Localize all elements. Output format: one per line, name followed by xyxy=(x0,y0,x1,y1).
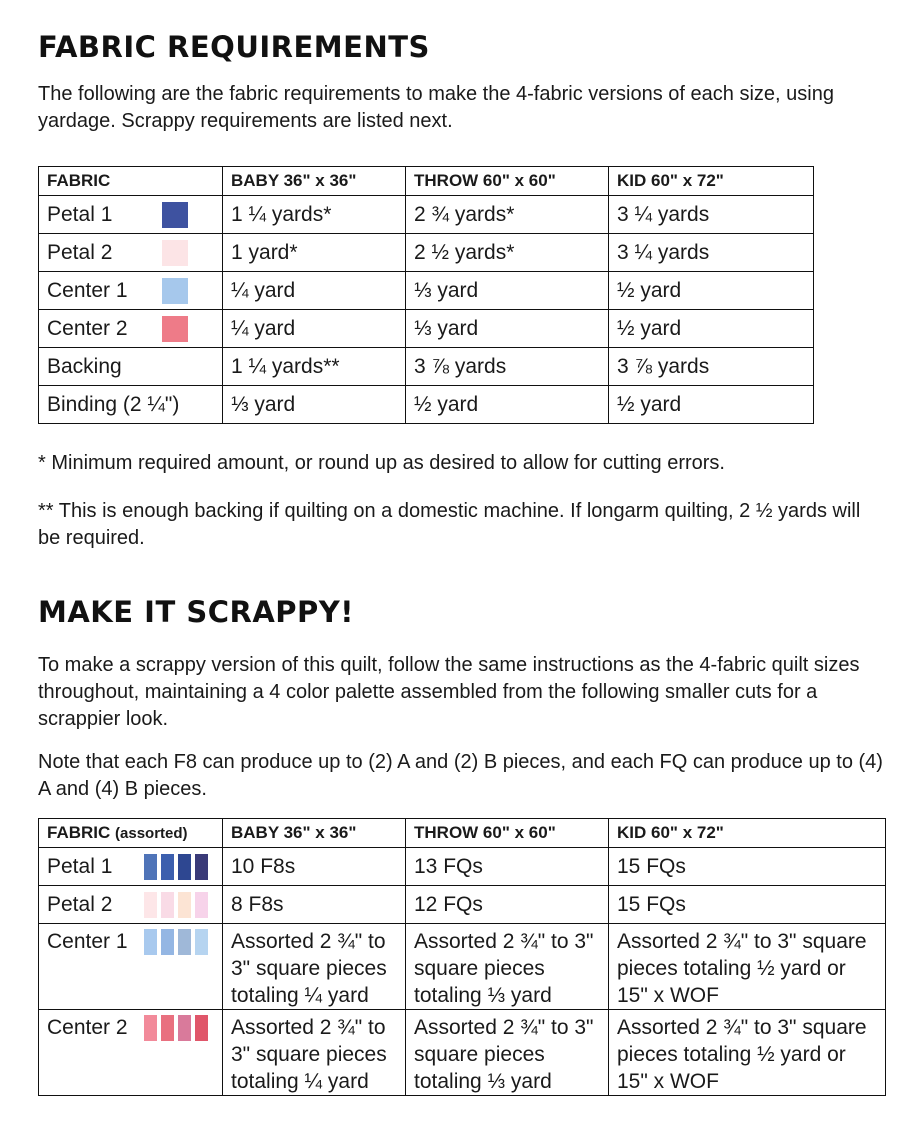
throw-cell: 2 ½ yards* xyxy=(406,234,609,272)
fabric-cell xyxy=(39,272,223,310)
header-throw: THROW 60" x 60" xyxy=(406,819,609,848)
kid-cell: ½ yard xyxy=(609,272,814,310)
throw-cell: 3 ⅞ yards xyxy=(406,348,609,386)
table-row xyxy=(39,234,814,272)
baby-cell: 8 F8s xyxy=(223,886,406,924)
table-row xyxy=(39,386,814,424)
fabric-cell xyxy=(39,924,223,1010)
color-swatch xyxy=(144,854,157,880)
table-row xyxy=(39,848,886,886)
footnote-minimum: * Minimum required amount, or round up as desired to allow for cutting errors. xyxy=(38,452,725,474)
baby-cell: Assorted 2 ¾" to 3" square pieces totaling ¼ yard xyxy=(223,1010,406,1096)
section-title-make-it-scrappy: MAKE IT SCRAPPY! xyxy=(38,595,355,629)
header-fabric: FABRIC xyxy=(39,167,223,196)
baby-cell: 1 yard* xyxy=(223,234,406,272)
swatch-group xyxy=(144,1015,208,1041)
throw-cell: Assorted 2 ¾" to 3" square pieces totaling ⅓ yard xyxy=(406,924,609,1010)
swatch-group xyxy=(144,929,208,955)
color-swatch xyxy=(162,316,188,342)
fabric-label: Binding (2 ¼") xyxy=(47,392,180,416)
color-swatch xyxy=(178,1015,191,1041)
fabric-label: Center 1 xyxy=(47,930,128,953)
table-row xyxy=(39,348,814,386)
fabric-cell xyxy=(39,848,223,886)
throw-cell: Assorted 2 ¾" to 3" square pieces totaling ⅓ yard xyxy=(406,1010,609,1096)
kid-cell: 3 ⅞ yards xyxy=(609,348,814,386)
baby-cell: ¼ yard xyxy=(223,310,406,348)
table-header-row xyxy=(39,819,886,848)
throw-cell: 2 ¾ yards* xyxy=(406,196,609,234)
fabric-label: Petal 2 xyxy=(47,892,113,916)
throw-cell: 12 FQs xyxy=(406,886,609,924)
fabric-cell xyxy=(39,310,223,348)
color-swatch xyxy=(161,892,174,918)
scrappy-note-paragraph: Note that each F8 can produce up to (2) A and (2) B pieces, and each FQ can produce up to (4) A and (4) B pieces. xyxy=(38,751,883,800)
throw-cell: ⅓ yard xyxy=(406,310,609,348)
header-throw: THROW 60" x 60" xyxy=(406,167,609,196)
fabric-label: Petal 1 xyxy=(47,202,113,226)
baby-cell: Assorted 2 ¾" to 3" square pieces totaling ¼ yard xyxy=(223,924,406,1010)
baby-cell: ⅓ yard xyxy=(223,386,406,424)
fabric-cell xyxy=(39,386,223,424)
color-swatch xyxy=(144,929,157,955)
header-baby: BABY 36" x 36" xyxy=(223,167,406,196)
color-swatch xyxy=(144,892,157,918)
kid-cell: Assorted 2 ¾" to 3" square pieces totaling ½ yard or 15" x WOF xyxy=(609,1010,886,1096)
kid-cell: 3 ¼ yards xyxy=(609,234,814,272)
color-swatch xyxy=(178,892,191,918)
color-swatch xyxy=(161,854,174,880)
kid-cell: 15 FQs xyxy=(609,848,886,886)
color-swatch xyxy=(195,929,208,955)
intro-paragraph: The following are the fabric requirements to make the 4-fabric versions of each size, using yardage. Scrappy requirements are listed next. xyxy=(38,83,834,132)
table-row xyxy=(39,1010,886,1096)
color-swatch xyxy=(195,892,208,918)
fabric-cell xyxy=(39,886,223,924)
footnote-backing: ** This is enough backing if quilting on a domestic machine. If longarm quilting, 2 ½ yards will be required. xyxy=(38,500,861,549)
color-swatch xyxy=(178,854,191,880)
color-swatch xyxy=(162,240,188,266)
fabric-cell xyxy=(39,1010,223,1096)
table-row xyxy=(39,196,814,234)
throw-cell: 13 FQs xyxy=(406,848,609,886)
baby-cell: 10 F8s xyxy=(223,848,406,886)
baby-cell: ¼ yard xyxy=(223,272,406,310)
kid-cell: ½ yard xyxy=(609,386,814,424)
kid-cell: 15 FQs xyxy=(609,886,886,924)
fabric-requirements-table xyxy=(38,166,814,424)
table-header-row xyxy=(39,167,814,196)
table-row xyxy=(39,924,886,1010)
fabric-label: Center 1 xyxy=(47,278,128,302)
fabric-cell xyxy=(39,234,223,272)
scrappy-paragraph: To make a scrappy version of this quilt, follow the same instructions as the 4-fabric quilt sizes throughout, maintaining a 4 color palette assembled from the following smaller cuts for a scrappier look. xyxy=(38,654,860,730)
fabric-label: Center 2 xyxy=(47,1016,128,1039)
color-swatch xyxy=(178,929,191,955)
header-fabric-note: (assorted) xyxy=(115,825,188,842)
fabric-label: Petal 2 xyxy=(47,240,113,264)
kid-cell: 3 ¼ yards xyxy=(609,196,814,234)
header-fabric xyxy=(39,819,223,848)
swatch-group xyxy=(144,854,208,880)
color-swatch xyxy=(161,929,174,955)
color-swatch xyxy=(144,1015,157,1041)
scrappy-requirements-table xyxy=(38,818,886,1096)
fabric-label: Center 2 xyxy=(47,316,128,340)
header-fabric-label: FABRIC xyxy=(47,823,111,842)
color-swatch xyxy=(195,1015,208,1041)
throw-cell: ½ yard xyxy=(406,386,609,424)
table-row xyxy=(39,272,814,310)
section-title-fabric-requirements: FABRIC REQUIREMENTS xyxy=(38,30,430,64)
fabric-cell xyxy=(39,196,223,234)
fabric-cell xyxy=(39,348,223,386)
color-swatch xyxy=(162,278,188,304)
header-kid: KID 60" x 72" xyxy=(609,167,814,196)
swatch-group xyxy=(144,892,208,918)
header-baby: BABY 36" x 36" xyxy=(223,819,406,848)
color-swatch xyxy=(162,202,188,228)
header-kid: KID 60" x 72" xyxy=(609,819,886,848)
baby-cell: 1 ¼ yards* xyxy=(223,196,406,234)
table-row xyxy=(39,886,886,924)
fabric-label: Petal 1 xyxy=(47,854,113,878)
table-row xyxy=(39,310,814,348)
fabric-label: Backing xyxy=(47,354,122,378)
kid-cell: Assorted 2 ¾" to 3" square pieces totaling ½ yard or 15" x WOF xyxy=(609,924,886,1010)
throw-cell: ⅓ yard xyxy=(406,272,609,310)
baby-cell: 1 ¼ yards** xyxy=(223,348,406,386)
kid-cell: ½ yard xyxy=(609,310,814,348)
color-swatch xyxy=(161,1015,174,1041)
color-swatch xyxy=(195,854,208,880)
